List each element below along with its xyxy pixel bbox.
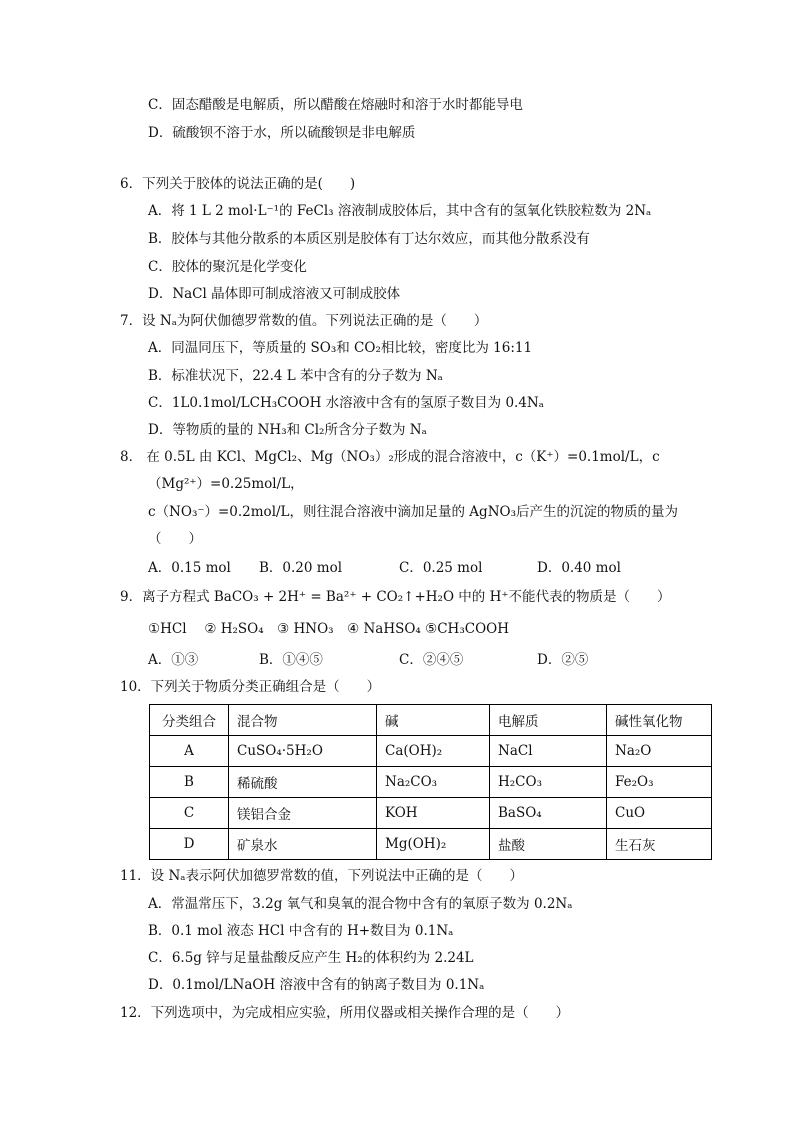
q9-option-d: D．②⑤: [537, 652, 589, 668]
table-cell: Na₂CO₃: [377, 767, 490, 798]
table-header-cell: 分类组合: [150, 705, 229, 736]
answer-option: D．等物质的量的 NH₃和 Cl₂所含分子数为 Nₐ: [148, 422, 427, 438]
question-stem: 8． 在 0.5L 由 KCl、MgCl₂、Mg（NO₃）₂形成的混合溶液中，c（K⁺）=0.1mol/L，c: [120, 449, 660, 465]
table-header-row: [150, 705, 712, 736]
table-cell: B: [150, 767, 229, 798]
table-cell: 生石灰: [607, 829, 712, 860]
question-stem: 6．下列关于胶体的说法正确的是( ): [120, 176, 356, 192]
question-stem: 11．设 Nₐ表示阿伏加德罗常数的值，下列说法中正确的是（ ）: [120, 868, 523, 884]
answer-option: D．0.1mol/LNaOH 溶液中含有的钠离子数目为 0.1Nₐ: [148, 977, 485, 993]
table-cell: C: [150, 798, 229, 829]
table-cell: H₂CO₃: [490, 767, 607, 798]
table-cell: D: [150, 829, 229, 860]
question-stem: 10．下列关于物质分类正确组合是（ ）: [120, 679, 381, 695]
answer-option: A．常温常压下，3.2g 氧气和臭氧的混合物中含有的氧原子数为 0.2Nₐ: [148, 896, 573, 912]
q8-option-d: D．0.40 mol: [537, 560, 621, 576]
table-cell: CuSO₄·5H₂O: [229, 736, 377, 767]
table-header-cell: 混合物: [229, 705, 377, 736]
answer-option: C．1L0.1mol/LCH₃COOH 水溶液中含有的氢原子数目为 0.4Nₐ: [148, 395, 544, 411]
answer-option: B．标准状况下，22.4 L 苯中含有的分子数为 Nₐ: [148, 368, 443, 384]
answer-option: A．同温同压下，等质量的 SO₃和 CO₂相比较，密度比为 16:11: [148, 340, 533, 356]
table-cell: 矿泉水: [229, 829, 377, 860]
q8-option-b: B．0.20 mol: [259, 560, 343, 576]
answer-option: B．胶体与其他分散系的本质区别是胶体有丁达尔效应，而其他分散系没有: [148, 231, 590, 247]
table-cell: A: [150, 736, 229, 767]
table-cell: Ca(OH)₂: [377, 736, 490, 767]
answer-option: ①HCl ② H₂SO₄ ③ HNO₃ ④ NaHSO₄ ⑤CH₃COOH: [148, 621, 509, 637]
q9-option-b: B．①④⑤: [259, 652, 323, 668]
classification-table: [149, 704, 712, 860]
q9-option-c: C．②④⑤: [399, 652, 464, 668]
table-header-cell: 碱: [377, 705, 490, 736]
answer-option: C．胶体的聚沉是化学变化: [148, 259, 307, 275]
q8-options: [148, 556, 668, 576]
answer-option: C．固态醋酸是电解质，所以醋酸在熔融时和溶于水时都能导电: [148, 97, 523, 113]
table-cell: 盐酸: [490, 829, 607, 860]
q8-option-c: C．0.25 mol: [399, 560, 483, 576]
table-row: [150, 767, 712, 798]
answer-option: （Mg²⁺）=0.25mol/L，: [148, 476, 304, 492]
table-cell: CuO: [607, 798, 712, 829]
table-row: [150, 829, 712, 860]
table-cell: 稀硫酸: [229, 767, 377, 798]
q8-option-a: A．0.15 mol: [148, 560, 231, 576]
q9-options: [148, 648, 668, 668]
answer-option: D．硫酸钡不溶于水，所以硫酸钡是非电解质: [148, 125, 416, 141]
answer-option: （ ）: [148, 531, 202, 547]
table-cell: KOH: [377, 798, 490, 829]
table-cell: Fe₂O₃: [607, 767, 712, 798]
table-header-cell: 碱性氧化物: [607, 705, 712, 736]
table-cell: Mg(OH)₂: [377, 829, 490, 860]
question-stem: 12．下列选项中，为完成相应实验，所用仪器或相关操作合理的是（ ）: [120, 1005, 570, 1021]
answer-option: c（NO₃⁻）=0.2mol/L，则往混合溶液中滴加足量的 AgNO₃后产生的沉淀的物质的量为: [148, 504, 678, 520]
table-row: [150, 798, 712, 829]
table-cell: 镁铝合金: [229, 798, 377, 829]
table-cell: BaSO₄: [490, 798, 607, 829]
table-cell: Na₂O: [607, 736, 712, 767]
answer-option: D．NaCl 晶体即可制成溶液又可制成胶体: [148, 286, 401, 302]
q9-option-a: A．①③: [148, 652, 199, 668]
question-stem: 7．设 Nₐ为阿伏伽德罗常数的值。下列说法正确的是（ ）: [120, 313, 488, 329]
answer-option: C．6.5g 锌与足量盐酸反应产生 H₂的体积约为 2.24L: [148, 950, 474, 966]
table-header-cell: 电解质: [490, 705, 607, 736]
answer-option: B．0.1 mol 液态 HCl 中含有的 H+数目为 0.1Nₐ: [148, 923, 454, 939]
table-cell: NaCl: [490, 736, 607, 767]
question-stem: 9．离子方程式 BaCO₃ + 2H⁺ = Ba²⁺ + CO₂↑+H₂O 中的 H⁺不能代表的物质是（ ）: [120, 589, 671, 605]
answer-option: A．将 1 L 2 mol·L⁻¹的 FeCl₃ 溶液制成胶体后，其中含有的氢氧化铁胶粒数为 2Nₐ: [148, 203, 652, 219]
table-row: [150, 736, 712, 767]
